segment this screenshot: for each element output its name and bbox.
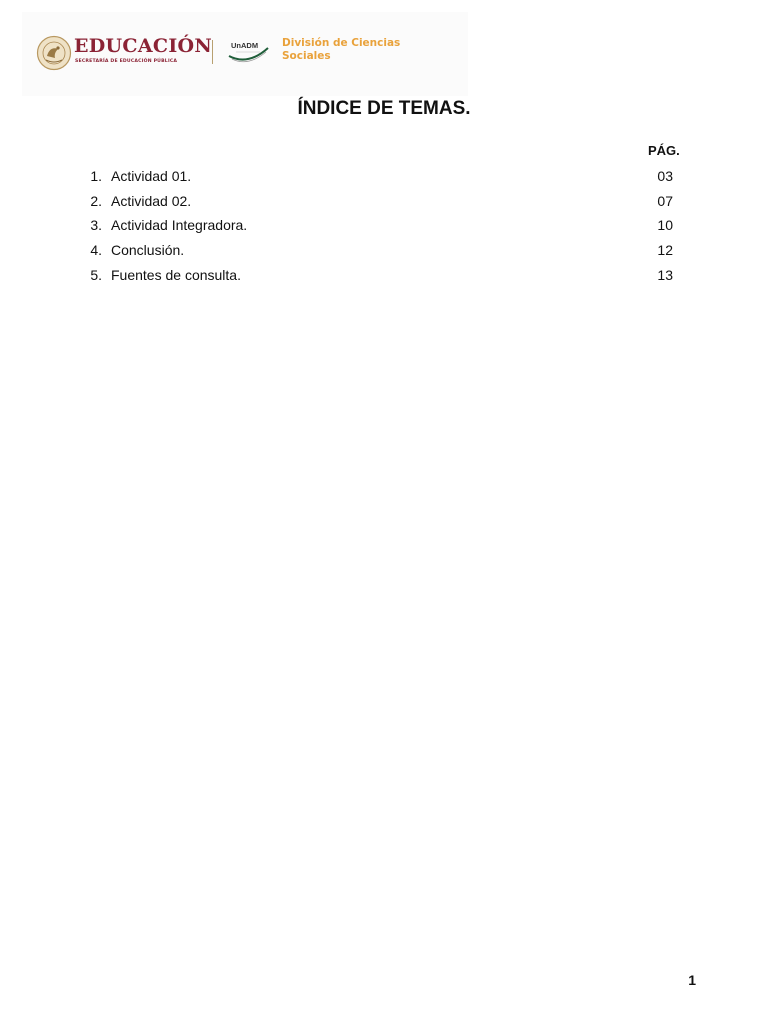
toc-item-label: Actividad 02. bbox=[111, 193, 192, 209]
toc-item-number: 3. bbox=[90, 217, 102, 233]
educacion-logo-text: EDUCACIÓN bbox=[74, 35, 213, 57]
toc-item-label: Actividad Integradora. bbox=[111, 217, 248, 233]
toc-item-label: Conclusión. bbox=[111, 242, 185, 258]
page-title: ÍNDICE DE TEMAS. bbox=[297, 98, 471, 119]
sep-subtitle: SECRETARÍA DE EDUCACIÓN PÚBLICA bbox=[75, 59, 178, 64]
toc-item-page: 12 bbox=[657, 242, 673, 258]
toc-item-label: Fuentes de consulta. bbox=[111, 267, 241, 283]
coat-of-arms-icon bbox=[36, 35, 72, 71]
toc-item-number: 4. bbox=[90, 242, 102, 258]
logo-divider bbox=[212, 40, 213, 64]
toc-item[interactable] bbox=[0, 217, 768, 237]
toc-item[interactable] bbox=[0, 168, 768, 188]
toc-item-number: 5. bbox=[90, 267, 102, 283]
toc-item-page: 07 bbox=[657, 193, 673, 209]
toc-item-number: 2. bbox=[90, 193, 102, 209]
unadm-logo-text: UnADM bbox=[231, 41, 259, 50]
toc-item-number: 1. bbox=[90, 168, 102, 184]
toc-item-page: 10 bbox=[657, 217, 673, 233]
division-name: División de Ciencias Sociales bbox=[282, 37, 401, 62]
toc-item[interactable] bbox=[0, 242, 768, 262]
page-number: 1 bbox=[688, 972, 696, 988]
toc-item-page: 13 bbox=[657, 267, 673, 283]
toc-item-page: 03 bbox=[657, 168, 673, 184]
page-column-header: PÁG. bbox=[648, 143, 680, 158]
toc-item[interactable] bbox=[0, 267, 768, 287]
toc-item-label: Actividad 01. bbox=[111, 168, 192, 184]
toc-item[interactable] bbox=[0, 193, 768, 213]
